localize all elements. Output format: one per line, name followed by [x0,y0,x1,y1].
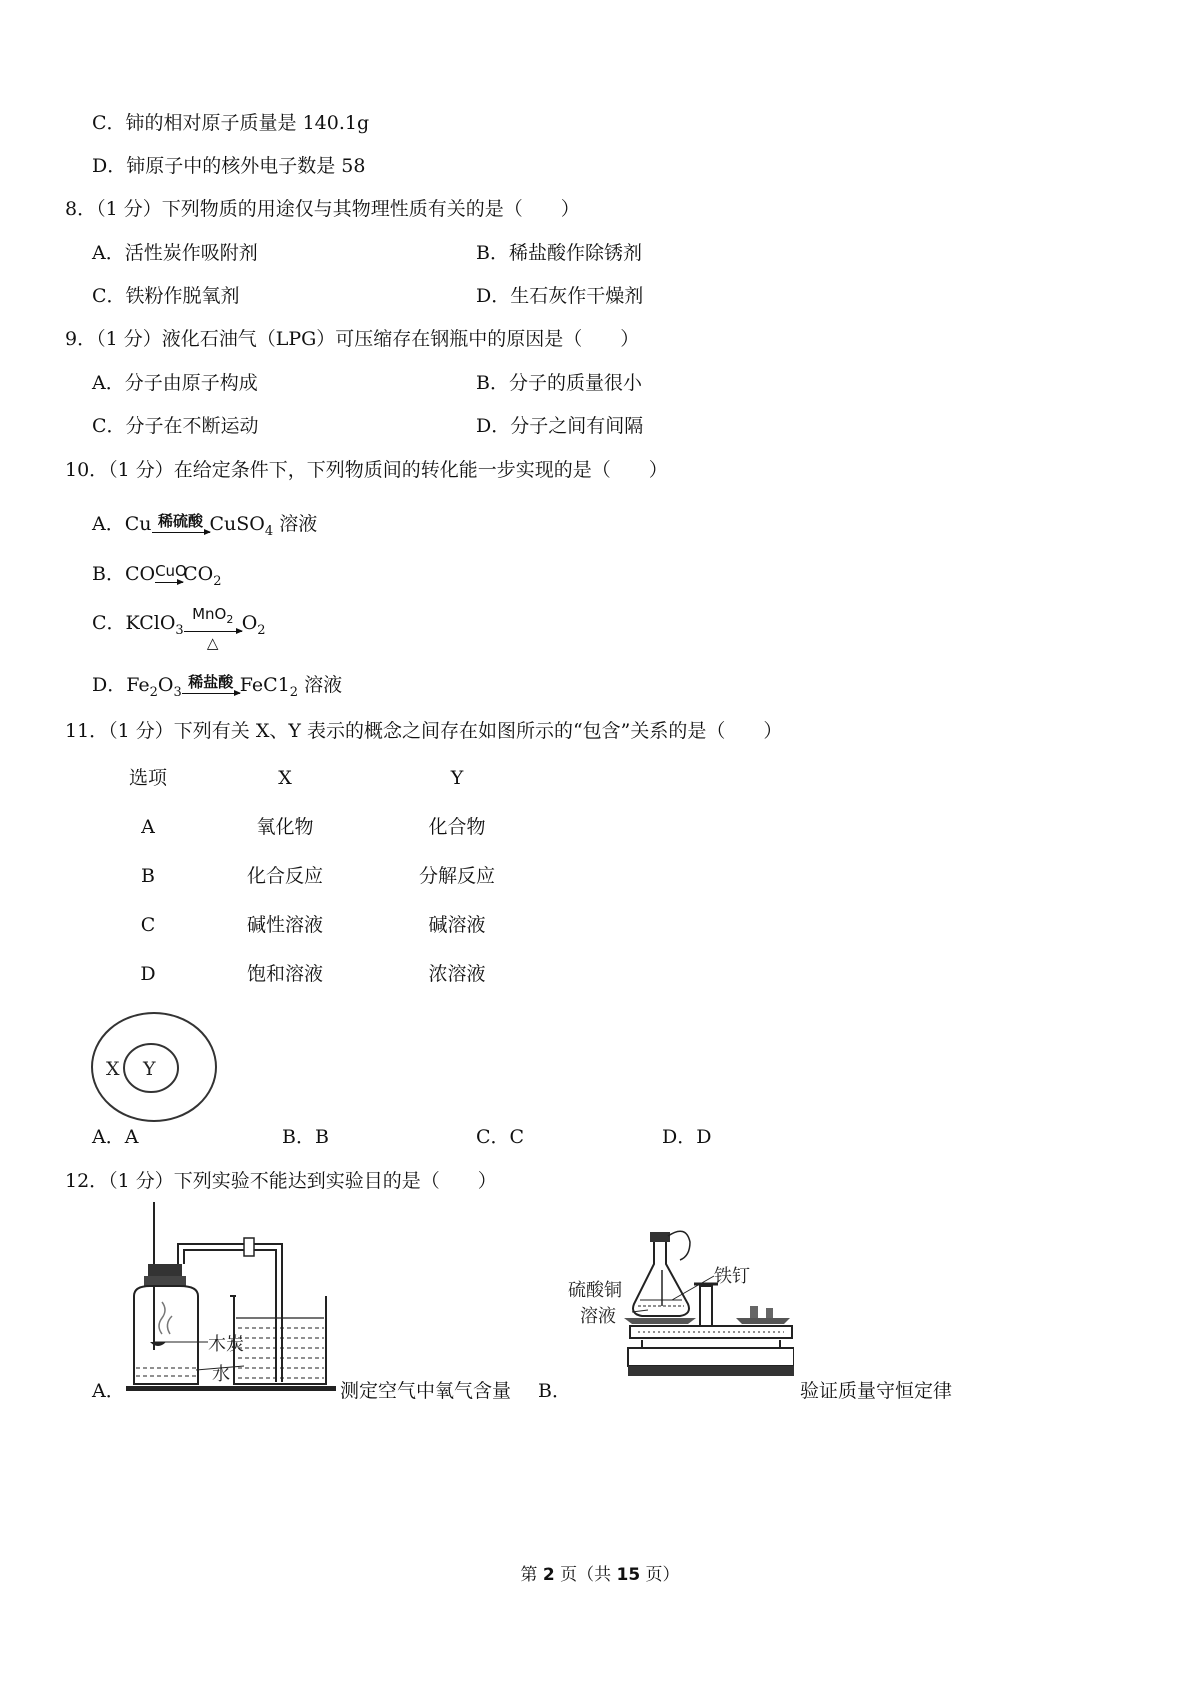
q10-d-mid: O [157,674,174,696]
q10-c-product: O [241,612,258,634]
q12-a-label: A． [92,1380,125,1402]
q10-option-c [92,604,266,652]
q12-a-caption: 测定空气中氧气含量 [340,1380,512,1402]
mass-conservation-apparatus [568,1226,794,1398]
q8-option-c: C．铁粉作脱氧剂 [92,285,240,307]
table-cell: 碱溶液 [428,914,486,936]
table-cell: 饱和溶液 [246,963,323,985]
q12-b-caption: 验证质量守恒定律 [800,1380,953,1402]
q10-a-product: CuSO [209,513,265,535]
q12-b-label: B． [538,1380,571,1402]
table-cell: C [140,914,156,936]
q10-a-sub: 4 [264,523,274,539]
table-header-y: Y [450,767,464,789]
q10-d-sub1: 2 [149,684,158,700]
label-iron-nail: 铁钉 [714,1266,750,1287]
q10-d-product: FeC1 [239,674,290,696]
q10-d-condition: 稀盐酸 [188,672,234,691]
q11-stem: 11．（1 分）下列有关 X、Y 表示的概念之间存在如图所示的“包含”关系的是（ ） [65,720,783,742]
table-cell: 化合反应 [246,865,323,887]
q10-c-condition: MnO$_2$ [192,604,234,626]
q10-c-sub1: 3 [175,622,184,638]
table-cell: 碱性溶液 [246,914,323,936]
table-cell: A [141,816,155,838]
table-cell: 化合物 [428,816,486,838]
q10-b-reactant: B．CO [92,563,156,585]
q10-a-arrow [152,511,210,545]
q10-d-tail: 溶液 [298,674,343,696]
label-charcoal: 木炭 [208,1334,244,1355]
label-x: X [106,1058,120,1080]
label-copper-sulfate: 硫酸铜 [568,1280,622,1301]
q11-option-a: A．A [92,1126,139,1148]
table-cell: B [141,865,155,887]
q10-c-arrow [184,604,242,652]
label-water: 水 [212,1364,230,1385]
q12-stem: 12．（1 分）下列实验不能达到实验目的是（ ） [65,1170,497,1192]
q9-option-b: B．分子的质量很小 [476,372,642,394]
q10-b-condition: CuO [155,561,187,580]
q11-option-d: D．D [662,1126,712,1148]
q7-option-c: C．铈的相对原子质量是 140.1g [92,112,370,134]
q10-a-condition: 稀硫酸 [157,511,203,530]
q10-c-sub: 2 [257,622,266,638]
total-pages: 15 [616,1565,641,1585]
q8-stem: 8．（1 分）下列物质的用途仅与其物理性质有关的是（ ） [65,198,580,220]
inclusion-diagram [88,1008,220,1126]
q10-d-arrow [182,672,240,706]
page-footer: 第 2 页（共 15 页） [520,1565,680,1585]
q10-option-d [92,672,342,706]
q9-option-c: C．分子在不断运动 [92,415,259,437]
q10-b-product: CO [183,563,214,585]
q10-a-reactant: A．Cu [92,513,152,535]
q10-c-reactant: C．KClO [92,612,176,634]
q10-a-tail: 溶液 [273,513,318,535]
q10-stem: 10．（1 分）在给定条件下，下列物质间的转化能一步实现的是（ ） [65,459,668,481]
q9-stem: 9．（1 分）液化石油气（LPG）可压缩存在钢瓶中的原因是（ ） [65,328,640,350]
q8-option-b: B．稀盐酸作除锈剂 [476,242,642,264]
q10-option-a [92,511,317,545]
q10-d-reactant: D．Fe [92,674,150,696]
q10-d-sub2: 3 [173,684,182,700]
q11-option-b: B．B [282,1126,329,1148]
table-cell: D [140,963,156,985]
q8-option-d: D．生石灰作干燥剂 [476,285,644,307]
q10-b-arrow [155,561,187,595]
table-header-x: X [278,767,292,789]
q11-option-c: C．C [476,1126,525,1148]
q9-option-d: D．分子之间有间隔 [476,415,644,437]
current-page: 2 [542,1565,555,1585]
table-cell: 氧化物 [256,816,314,838]
q7-option-d: D．铈原子中的核外电子数是 58 [92,155,366,177]
label-y: Y [143,1058,156,1080]
q10-c-heat: △ [206,633,219,652]
label-solution: 溶液 [580,1306,616,1327]
q8-option-a: A．活性炭作吸附剂 [92,242,258,264]
table-header-option: 选项 [128,767,167,789]
q10-b-sub: 2 [213,573,222,589]
table-cell: 浓溶液 [428,963,486,985]
q9-option-a: A．分子由原子构成 [92,372,258,394]
table-cell: 分解反应 [418,865,495,887]
oxygen-measurement-apparatus [120,1200,342,1400]
q10-option-b [92,561,221,595]
q10-d-sub: 2 [289,684,299,700]
